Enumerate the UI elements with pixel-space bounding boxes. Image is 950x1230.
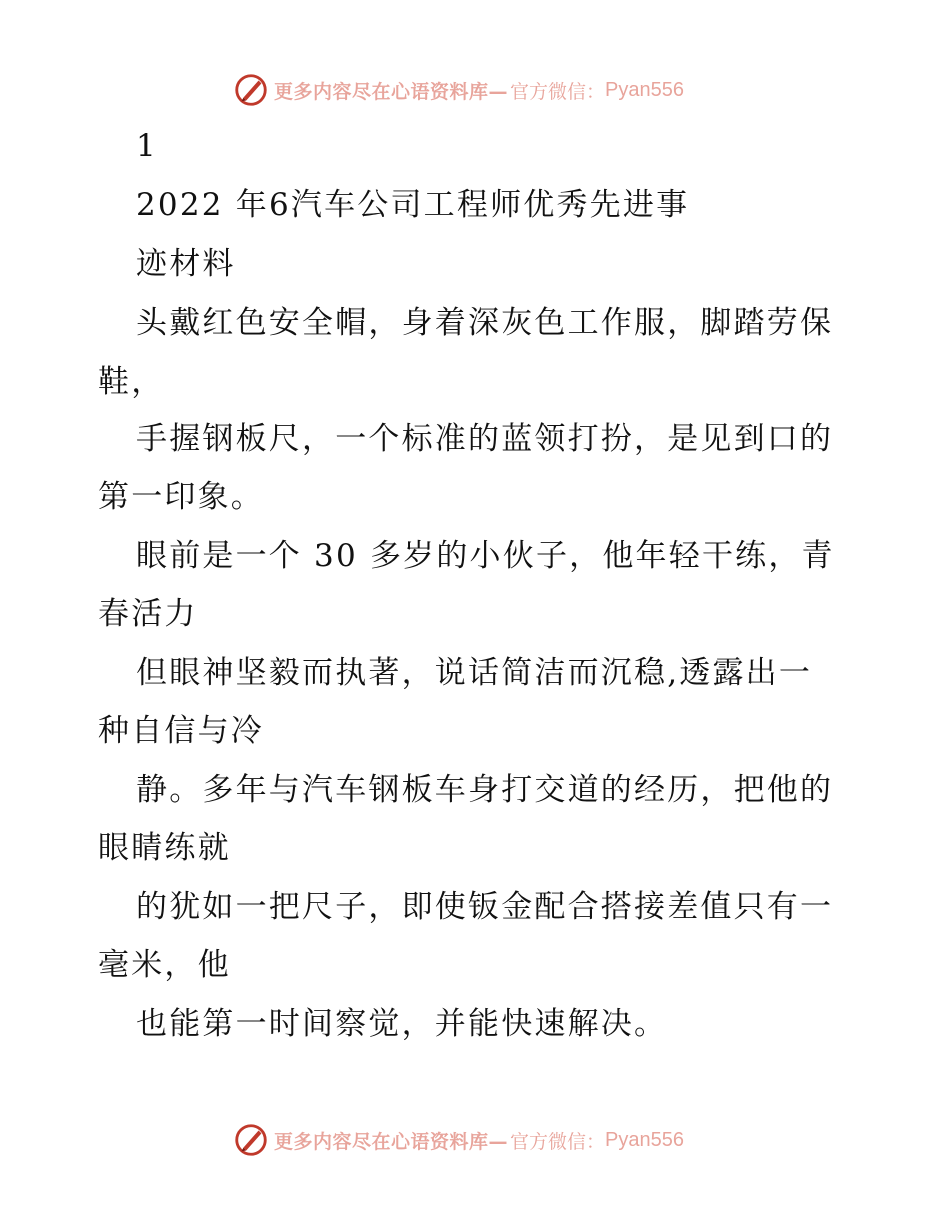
pen-logo-icon [232, 1121, 270, 1159]
paragraph-line: 但眼神坚毅而执著，说话简洁而沉稳,透露出一 [136, 655, 813, 691]
watermark-wechat-label: 官方微信： [510, 80, 606, 103]
paragraph-line: 的犹如一把尺子，即使钣金配合搭接差值只有一 [136, 889, 834, 925]
watermark-wechat-id: Pyan556 [605, 78, 684, 101]
watermark-wechat-label: 官方微信： [510, 1130, 606, 1153]
paragraph-line: 种自信与冷 [98, 713, 264, 749]
pen-logo-icon [232, 71, 270, 109]
document-title-line-2: 迹材料 [136, 246, 236, 282]
paragraph-line: 也能第一时间察觉，并能快速解决。 [136, 1006, 668, 1042]
paragraph-line: 手握钢板尺，一个标准的蓝领打扮，是见到口的 [136, 421, 834, 457]
paragraph-line: 毫米，他 [98, 947, 231, 983]
document-title-line-1: 2022 年6汽车公司工程师优秀先进事 [136, 187, 690, 223]
paragraph-line: 眼睛练就 [98, 830, 231, 866]
footer-watermark [232, 1120, 684, 1160]
page-number: 1 [136, 128, 158, 164]
paragraph-line: 鞋， [98, 364, 165, 400]
paragraph-line: 静。多年与汽车钢板车身打交道的经历，把他的 [136, 772, 834, 808]
paragraph-line: 眼前是一个 30 多岁的小伙子，他年轻干练，青 [136, 538, 835, 574]
paragraph-line: 第一印象。 [98, 479, 264, 515]
paragraph-line: 头戴红色安全帽，身着深灰色工作服，脚踏劳保 [136, 305, 834, 341]
paragraph-line: 春活力 [98, 596, 198, 632]
header-watermark [232, 70, 684, 110]
watermark-text: 更多内容尽在心语资料库— [274, 1130, 509, 1153]
watermark-text: 更多内容尽在心语资料库— [274, 80, 509, 103]
watermark-wechat-id: Pyan556 [605, 1128, 684, 1151]
